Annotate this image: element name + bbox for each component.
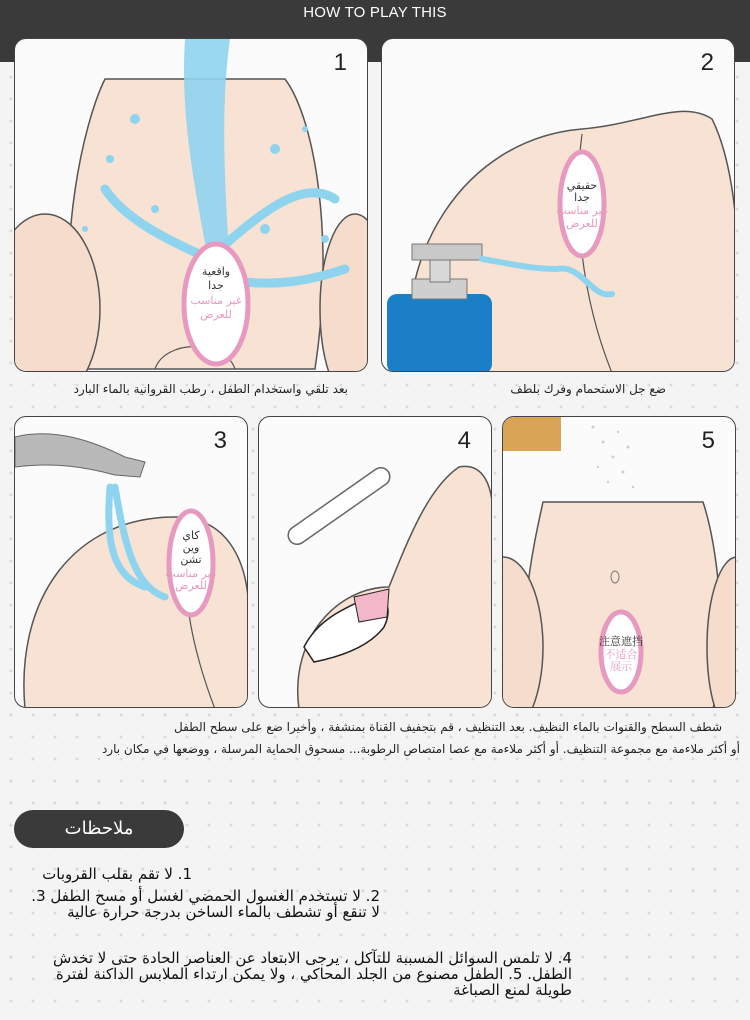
panel-2-label-line-4: للعرض (566, 217, 598, 230)
panel-2-label-line-1: حقيقي (566, 179, 598, 192)
panel-3-label-line-1: كاي (182, 529, 200, 542)
panel-1-label-line-2: جدا (208, 279, 224, 292)
panel-3-label-line-5: للعرض (175, 579, 207, 592)
steps-3-5-caption-line-2: أو أكثر ملاءمة مع مجموعة التنظيف. أو أكثر ملاءمة مع عصا امتصاص الرطوبة... مسحوق الحماية المرسلة ، ووضعها في مكان بارد (101, 742, 740, 756)
step-3-number: 3 (213, 427, 227, 454)
step-2-panel (381, 38, 735, 372)
note-item-1: 1. لا تقم بقلب القروبات (42, 865, 192, 883)
step-3-illustration (15, 417, 248, 708)
step-4-illustration (259, 417, 492, 708)
note-item-2: 2. لا تستخدم الغسول الحمضي لغسل أو مسح الطفل 3. لا تنقع أو تشطف بالماء الساخن بدرجة حرارة عالية (31, 887, 380, 921)
step-1-panel (14, 38, 368, 372)
panel-3-label-line-2: وين (182, 541, 200, 554)
step-5-number: 5 (701, 427, 715, 454)
step-1-illustration (15, 39, 368, 372)
step-1-number: 1 (333, 49, 347, 76)
panel-5-label-line-1: 注意遮挡 (599, 635, 643, 648)
panel-3-label-line-3: تشن (180, 553, 202, 566)
step-1-caption: بعد تلقي واستخدام الطفل ، رطب القروانية بالماء البارد (73, 382, 348, 396)
panel-1-label-line-4: للعرض (200, 308, 232, 321)
panel-1-label-line-3: غير مناسب (190, 294, 242, 307)
step-4-number: 4 (457, 427, 471, 454)
step-5-panel (502, 416, 736, 708)
panel-2-label-line-2: جدا (574, 191, 590, 204)
step-2-illustration (382, 39, 735, 372)
steps-3-5-caption-line-1: شطف السطح والقنوات بالماء النظيف. بعد التنظيف ، قم بتجفيف القناة بمنشفة ، وأخيرا ضع على سطح الطفل (174, 720, 722, 734)
step-4-panel (258, 416, 492, 708)
panel-5-label-line-3: 展示 (610, 660, 632, 673)
panel-1-label-line-1: واقعية (201, 265, 231, 278)
step-5-illustration (503, 417, 736, 708)
panel-3-label-line-4: غير مناسب (165, 567, 217, 580)
note-item-3: 4. لا تلمس السوائل المسببة للتآكل ، يرجى الابتعاد عن العناصر الحادة حتى لا تخدش الطفل. 5. الطفل مصنوع من الجلد المحاكي ، ولا يمكن ارتداء الملابس الداكنة لفترة طويلة لمنع الصباغة (52, 949, 572, 999)
page-title: HOW TO PLAY THIS (303, 4, 447, 21)
step-2-number: 2 (700, 49, 714, 76)
step-3-panel (14, 416, 248, 708)
step-2-caption: ضع جل الاستحمام وفرك بلطف (510, 382, 666, 396)
panel-2-label-line-3: غير مناسب (556, 204, 608, 217)
notes-heading: ملاحظات (14, 810, 184, 848)
panel-5-label-line-2: 不适合 (604, 648, 638, 661)
